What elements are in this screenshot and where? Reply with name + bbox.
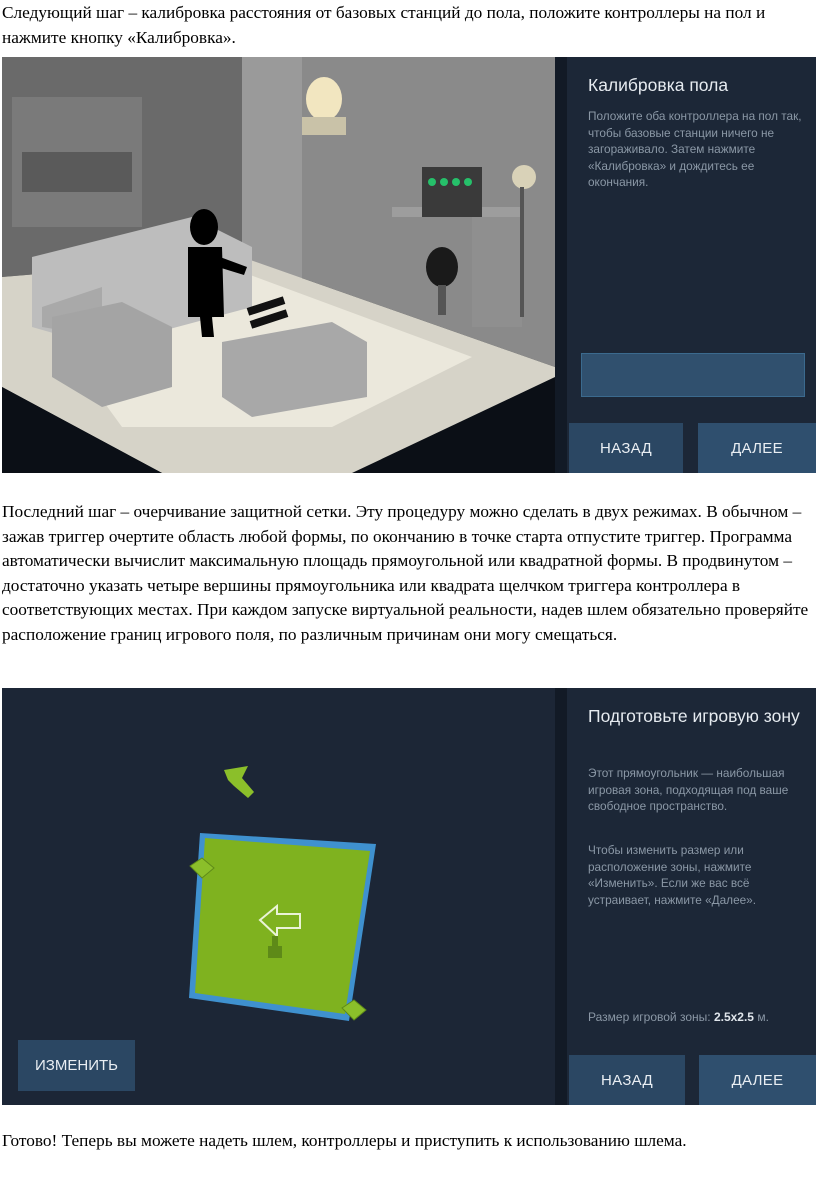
room-scene-illustration: [2, 57, 555, 473]
play-area-size: [588, 1010, 808, 1024]
play-area-size-unit: м.: [757, 1010, 769, 1024]
paragraph-floor-calibration: Следующий шаг – калибровка расстояния от базовых станций до пола, положите контроллеры на пол и нажмите кнопку «Калибровка».: [2, 3, 766, 47]
paragraph-play-area: Последний шаг – очерчивание защитной сетки. Эту процедуру можно сделать в двух режимах. В обычном – зажав триггер очертите область любой формы, по окончанию в точке старта отпустите триггер. Программа автоматически вычислит максимальную площадь прямоугольной или квадратной формы. В продвинутом – достаточно указать четыре вершины прямоугольника или квадрата щелчком триггера контроллера в соответствующих местах. При каждом запуске виртуальной реальности, надев шлем обязательно проверяйте расположение границ игрового поля, по различным причинам они могу смещаться.: [2, 502, 809, 644]
back-button[interactable]: НАЗАД: [569, 1055, 685, 1105]
calibration-progress-bar: [581, 353, 805, 397]
panel-instructions: Положите оба контроллера на пол так, чтобы базовые станции ничего не загораживало. Затем нажмите «Калибровка» и дождитесь ее окончания.: [588, 109, 802, 189]
play-area-size-label: Размер игровой зоны:: [588, 1010, 711, 1024]
paragraph-done: Готово! Теперь вы можете надеть шлем, контроллеры и приступить к использованию шлема.: [2, 1131, 687, 1150]
play-area-size-value: 2.5x2.5: [713, 1010, 754, 1024]
back-button[interactable]: НАЗАД: [569, 423, 683, 473]
base-station-icon: [224, 766, 254, 798]
play-area-screenshot: [2, 688, 816, 1105]
play-area-view: [2, 688, 555, 1105]
edit-button[interactable]: ИЗМЕНИТЬ: [18, 1040, 135, 1091]
next-button[interactable]: ДАЛЕЕ: [698, 423, 816, 473]
floor-calibration-screenshot: [2, 57, 816, 473]
panel-description: Этот прямоугольник — наибольшая игровая зона, подходящая под ваше свободное пространство.: [588, 766, 789, 813]
next-button[interactable]: ДАЛЕЕ: [699, 1055, 816, 1105]
play-area-panel: [567, 688, 816, 1105]
panel-title: Калибровка пола: [588, 75, 729, 95]
panel-edit-hint: Чтобы изменить размер или расположение зоны, нажмите «Изменить». Если же вас всё устраивает, нажмите «Далее».: [588, 843, 757, 907]
room-illustration: [2, 57, 555, 473]
play-area-rectangle: [195, 838, 370, 1014]
panel-title: Подготовьте игровую зону: [588, 706, 800, 726]
calibration-panel: [567, 57, 816, 473]
